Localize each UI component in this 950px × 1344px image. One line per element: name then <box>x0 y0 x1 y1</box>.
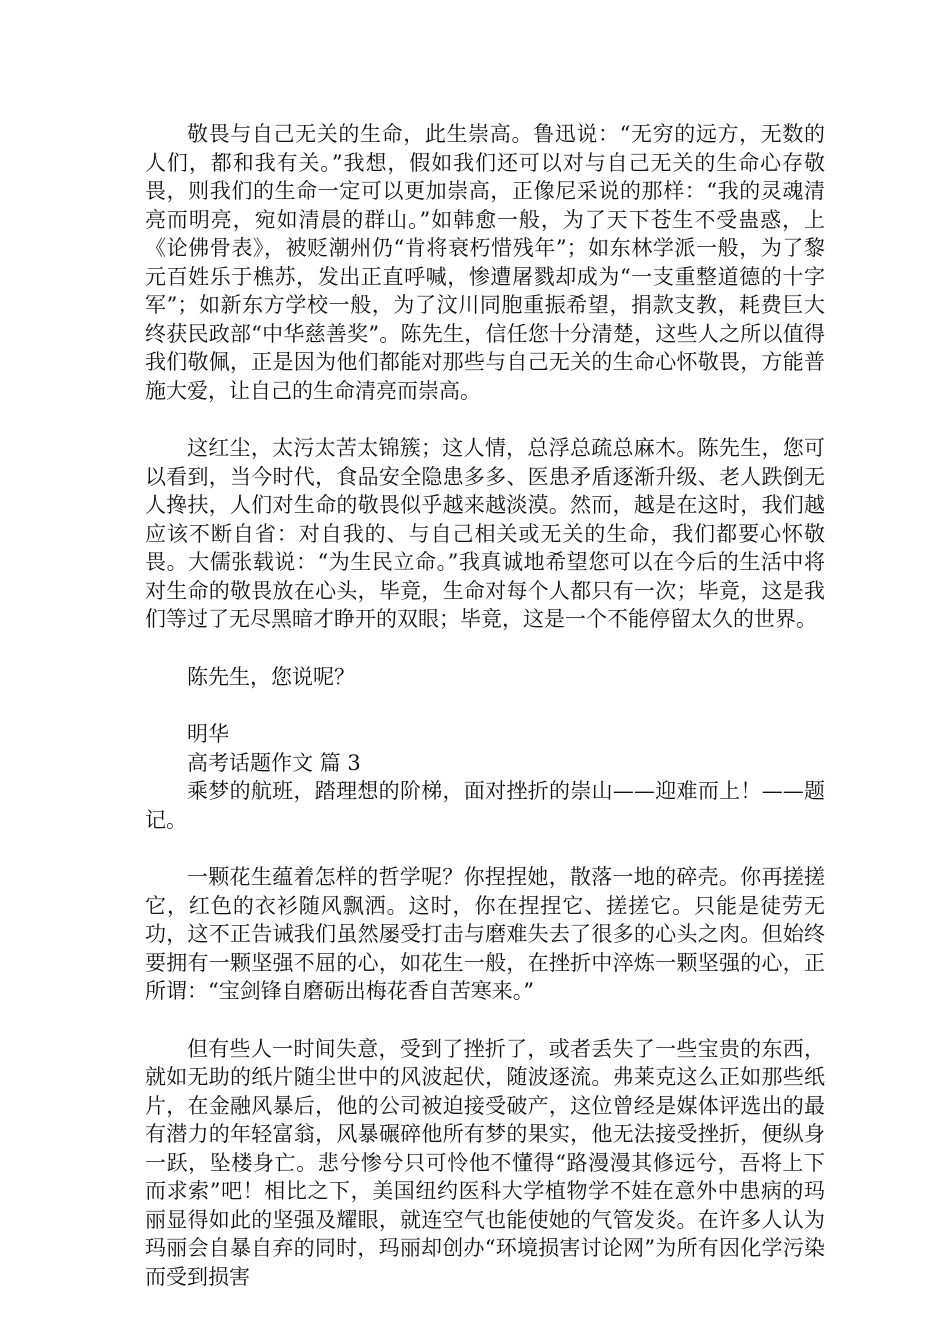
paragraph-gap <box>145 405 825 434</box>
document-page <box>145 120 825 1291</box>
paragraph-gap <box>145 634 825 663</box>
paragraph-gap <box>145 691 825 720</box>
body-paragraph: 这红尘，太污太苦太锦簇；这人情，总浮总疏总麻木。陈先生，您可以看到，当今时代，食品安全隐患多多、医患矛盾逐渐升级、老人跌倒无人搀扶，人们对生命的敬畏似乎越来越淡漠。然而，越是在这时，我们越应该不断自省：对自我的、与自己相关或无关的生命，我们都要心怀敬畏。大儒张载说：“为生民立命。”我真诚地希望您可以在今后的生活中将对生命的敬畏放在心头，毕竟，生命对每个人都只有一次；毕竟，这是我们等过了无尽黑暗才睁开的双眼；毕竟，这是一个不能停留太久的世界。 <box>145 436 825 631</box>
paragraph-gap <box>145 1006 825 1035</box>
paragraph-gap <box>145 834 825 863</box>
section-title: 高考话题作文 篇 3 <box>187 750 361 775</box>
body-paragraph: 敬畏与自己无关的生命，此生崇高。鲁迅说：“无穷的远方，无数的人们，都和我有关。”我想，假如我们还可以对与自己无关的生命心存敬畏，则我们的生命一定可以更加崇高，正像尼采说的那样：“我的灵魂清亮而明亮，宛如清晨的群山。”如韩愈一般，为了天下苍生不受蛊惑，上《论佛骨表》，被贬潮州仍“肯将衰朽惜残年”；如东林学派一般，为了黎元百姓乐于樵苏，发出正直呼喊，惨遭屠戮却成为“一支重整道德的十字军”；如新东方学校一般，为了汶川同胞重振希望，捐款支教，耗费巨大终获民政部“中华慈善奖”。陈先生，信任您十分清楚，这些人之所以值得我们敬佩，正是因为他们都能对那些与自己无关的生命心怀敬畏，方能普施大爱，让自己的生命清亮而崇高。 <box>145 122 825 403</box>
body-paragraph: 一颗花生蕴着怎样的哲学呢？你捏捏她，散落一地的碎壳。你再搓搓它，红色的衣衫随风飘洒。这时，你在捏捏它、搓搓它。只能是徒劳无功，这不正告诫我们虽然屡受打击与磨难失去了很多的心头之肉。但始终要拥有一颗坚强不屈的心，如花生一般，在挫折中淬炼一颗坚强的心，正所谓：“宝剑锋自磨砺出梅花香自苦寒来。” <box>145 865 825 1003</box>
signature: 明华 <box>187 722 229 746</box>
epigraph: 乘梦的航班，踏理想的阶梯，面对挫折的崇山——迎难而上！——题记。 <box>145 779 825 832</box>
closing-question: 陈先生，您说呢？ <box>187 664 355 689</box>
body-paragraph: 但有些人一时间失意，受到了挫折了，或者丢失了一些宝贵的东西，就如无助的纸片随尘世中的风波起伏，随波逐流。弗莱克这么正如那些纸片，在金融风暴后，他的公司被迫接受破产，这位曾经是媒体评选出的最有潜力的年轻富翁，风暴碾碎他所有梦的果实，他无法接受挫折，便纵身一跃，坠楼身亡。悲兮惨兮只可怜他不懂得“路漫漫其修远兮，吾将上下而求索”吧！相比之下，美国纽约医科大学植物学不娃在意外中患病的玛丽显得如此的坚强及耀眼，就连空气也能使她的气管发炎。在许多人认为玛丽会自暴自弃的同时，玛丽却创办“环境损害讨论网”为所有因化学污染而受到损害 <box>145 1036 825 1289</box>
